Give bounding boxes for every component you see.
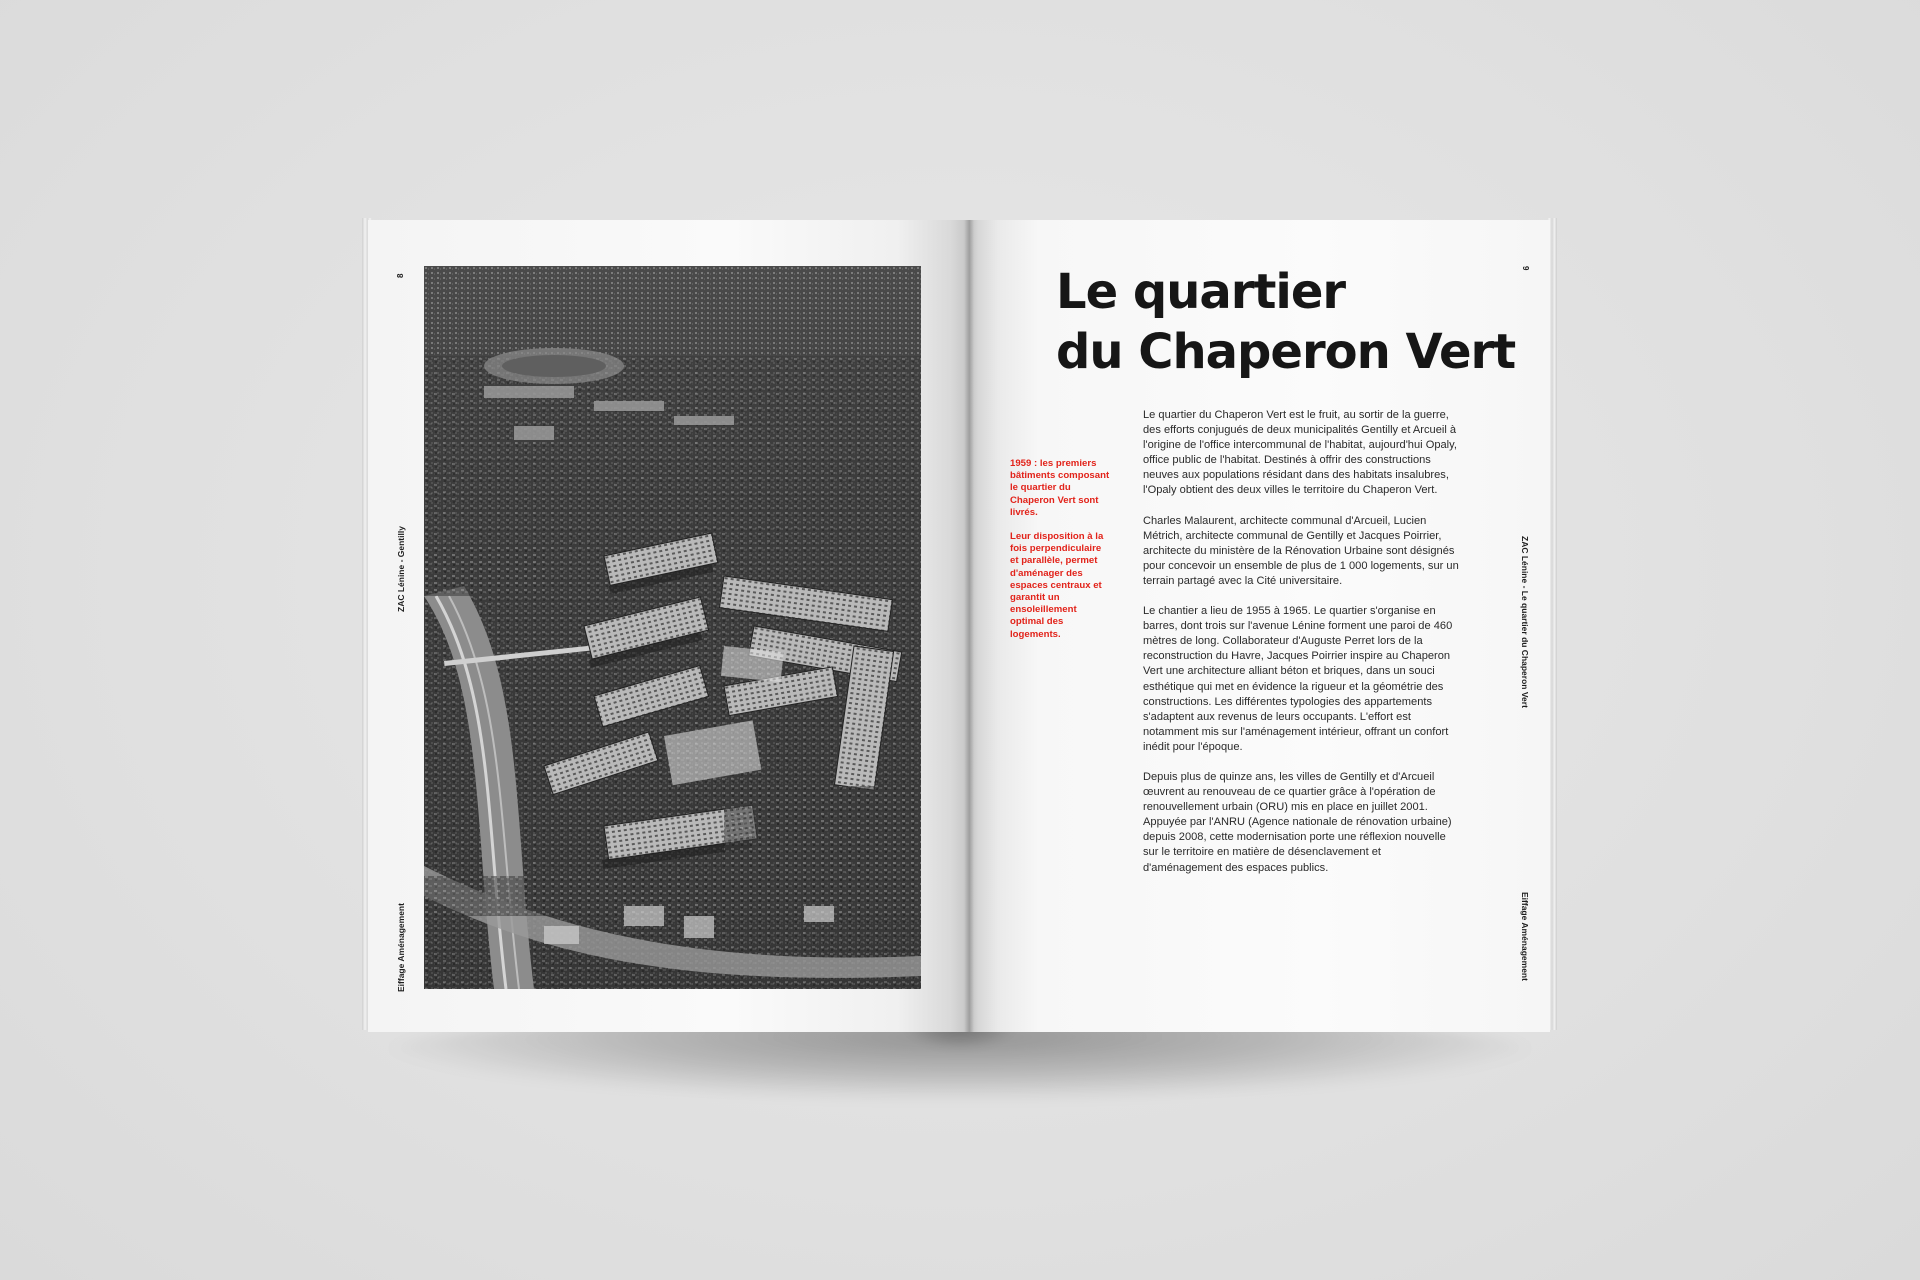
body-paragraph-4: Depuis plus de quinze ans, les villes de Gentilly et d'Arcueil œuvrent au renouveau de ce quartier grâce à l'opération de renouvellement urbain (ORU) mis en place en juillet 2001. Appuyée par l'ANRU (Agence nationale de rénovation urbaine) depuis 2008, cette modernisation porte une réflexion nouvelle sur le territoire en matière de désenclavement et d'aménagement des espaces publics.: [1143, 770, 1452, 874]
aerial-photo-icon: [424, 266, 921, 989]
page-number-left: 8: [396, 273, 405, 278]
page-title: Le quartier du Chaperon Vert: [1056, 264, 1516, 380]
book-gutter: [964, 220, 974, 1032]
right-page: [969, 220, 1550, 1032]
left-page: [368, 220, 969, 1032]
running-foot-right: Eiffage Aménagement: [1520, 892, 1530, 981]
side-note-paragraph-2: Leur disposition à la fois perpendiculaire et parallèle, permet d'aménager des espaces centraux et garantit un ensoleillement optimal des logements.: [1010, 531, 1104, 640]
body-paragraph-2: Charles Malaurent, architecte communal d'Arcueil, Lucien Métrich, architecte communal de Gentilly et Jacques Poirrier, architecte du ministère de la Rénovation Urbaine sont désignés pour concevoir un ensemble de plus de 1 000 logements, sur un terrain partagé avec la Cité universitaire.: [1143, 514, 1459, 587]
side-note: [1010, 458, 1110, 653]
body-text: [1143, 408, 1461, 891]
body-paragraph-1: Le quartier du Chaperon Vert est le fruit, au sortir de la guerre, des efforts conjugués de deux municipalités Gentilly et Arcueil à l'origine de l'office intercommunal de l'habitat, aujourd'hui Opaly, office public de l'habitat. Destinés à offrir des constructions neuves aux populations résidant dans des habitats insalubres, l'Opaly obtient des deux villes le territoire du Chaperon Vert.: [1143, 409, 1457, 497]
body-paragraph-3: Le chantier a lieu de 1955 à 1965. Le quartier s'organise en barres, dont trois sur l'avenue Lénine forment une paroi de 460 mètres de long. Collaborateur d'Auguste Perret lors de la reconstruction du Havre, Jacques Poirrier inspire au Chaperon Vert une architecture alliant béton et briques, dans un souci esthétique qui met en évidence la rigueur et la géométrie des constructions. Les différentes typologies des appartements s'adaptent aux revenus de leurs occupants. L'effort est notamment mis sur l'aménagement intérieur, offrant un confort inédit pour l'époque.: [1143, 605, 1453, 753]
running-head-left: ZAC Lénine - Gentilly: [396, 526, 406, 612]
aerial-photo: [424, 266, 921, 989]
running-foot-left: Eiffage Aménagement: [396, 903, 406, 992]
running-head-right: ZAC Lénine - Le quartier du Chaperon Vert: [1520, 536, 1530, 708]
page-number-right: 9: [1521, 266, 1530, 271]
side-note-paragraph-1: 1959 : les premiers bâtiments composant le quartier du Chaperon Vert sont livrés.: [1010, 458, 1110, 518]
